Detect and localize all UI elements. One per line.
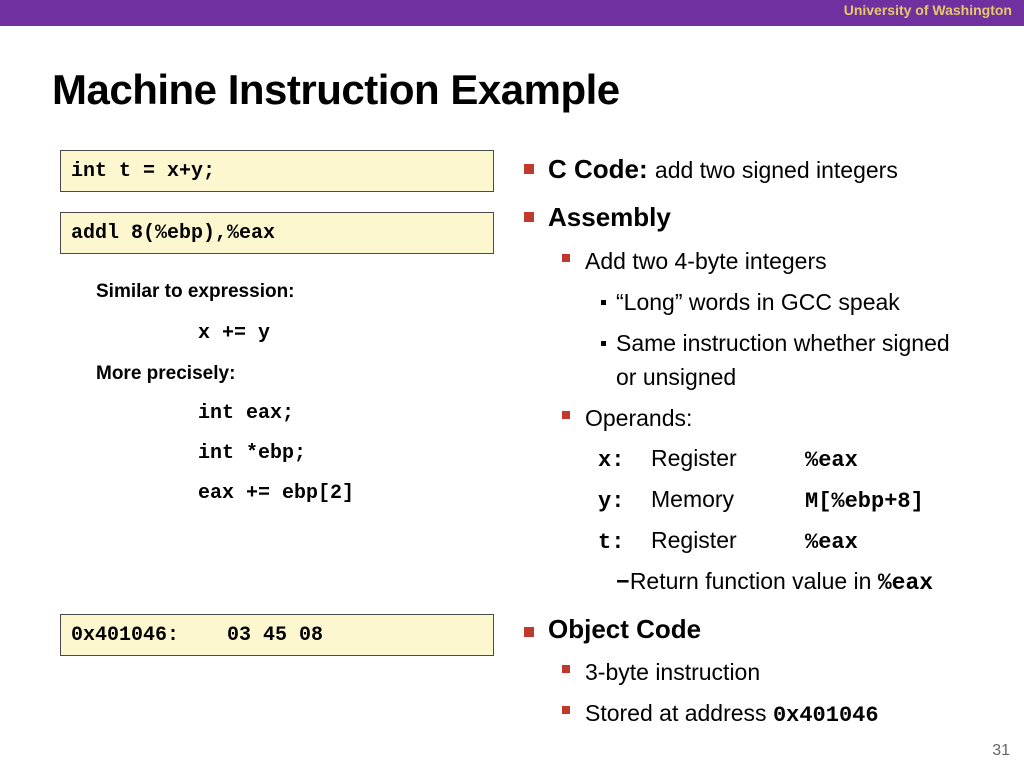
operand-kind: Register xyxy=(651,527,737,553)
bullet-square-icon xyxy=(524,627,534,637)
return-text: Return function value in xyxy=(629,568,878,594)
precisely-label: More precisely: xyxy=(96,363,236,384)
sub-sub-bullet-icon xyxy=(601,300,606,305)
institution-label: University of Washington xyxy=(843,2,1012,18)
precise-line: eax += ebp[2] xyxy=(198,482,355,505)
asm-sub-2-line-2: or unsigned xyxy=(616,364,737,390)
operands-label: Operands: xyxy=(585,405,693,431)
c-code-desc: add two signed integers xyxy=(654,157,898,183)
obj-item-2 xyxy=(585,700,879,728)
operand-location: %eax xyxy=(805,448,858,473)
sub-bullet-square-icon xyxy=(562,706,570,714)
operand-kind: Memory xyxy=(651,486,735,512)
similar-label: Similar to expression: xyxy=(96,281,295,302)
operand-location: M[%ebp+8] xyxy=(805,489,924,514)
precise-line: int eax; xyxy=(198,402,295,425)
assembly-code-box: addl 8(%ebp),%eax xyxy=(60,212,494,254)
c-code-head: C Code: xyxy=(548,154,648,184)
object-code-box: 0x401046: 03 45 08 xyxy=(60,614,494,656)
obj-item-2-text: Stored at address xyxy=(585,700,773,726)
sub-bullet-square-icon xyxy=(562,411,570,419)
obj-item-2-address: 0x401046 xyxy=(772,703,879,728)
obj-item-1: 3-byte instruction xyxy=(585,659,761,685)
asm-sub-2-line-1: Same instruction whether signed xyxy=(616,330,950,356)
operand-name: t: xyxy=(598,530,625,555)
sub-bullet-square-icon xyxy=(562,254,570,262)
bullet-square-icon xyxy=(524,164,534,174)
precise-line: int *ebp; xyxy=(198,442,307,465)
object-code-head: Object Code xyxy=(548,614,702,644)
asm-sub-1: “Long” words in GCC speak xyxy=(616,289,900,315)
bullet-square-icon xyxy=(524,212,534,222)
return-register: %eax xyxy=(877,570,934,596)
c-code-box: int t = x+y; xyxy=(60,150,494,192)
page-number: 31 xyxy=(992,742,1010,759)
asm-item-1: Add two 4-byte integers xyxy=(585,248,827,274)
operand-name: x: xyxy=(598,448,625,473)
c-code-bullet xyxy=(548,154,898,185)
header-bar xyxy=(0,0,1024,26)
similar-code: x += y xyxy=(198,322,271,345)
assembly-head: Assembly xyxy=(548,202,671,232)
operand-name: y: xyxy=(598,489,625,514)
sub-bullet-square-icon xyxy=(562,665,570,673)
operand-kind: Register xyxy=(651,445,737,471)
slide-title: Machine Instruction Example xyxy=(52,66,620,113)
operand-location: %eax xyxy=(805,530,858,555)
return-note xyxy=(616,568,933,596)
sub-sub-bullet-icon xyxy=(601,341,606,346)
return-dash: − xyxy=(616,570,630,596)
